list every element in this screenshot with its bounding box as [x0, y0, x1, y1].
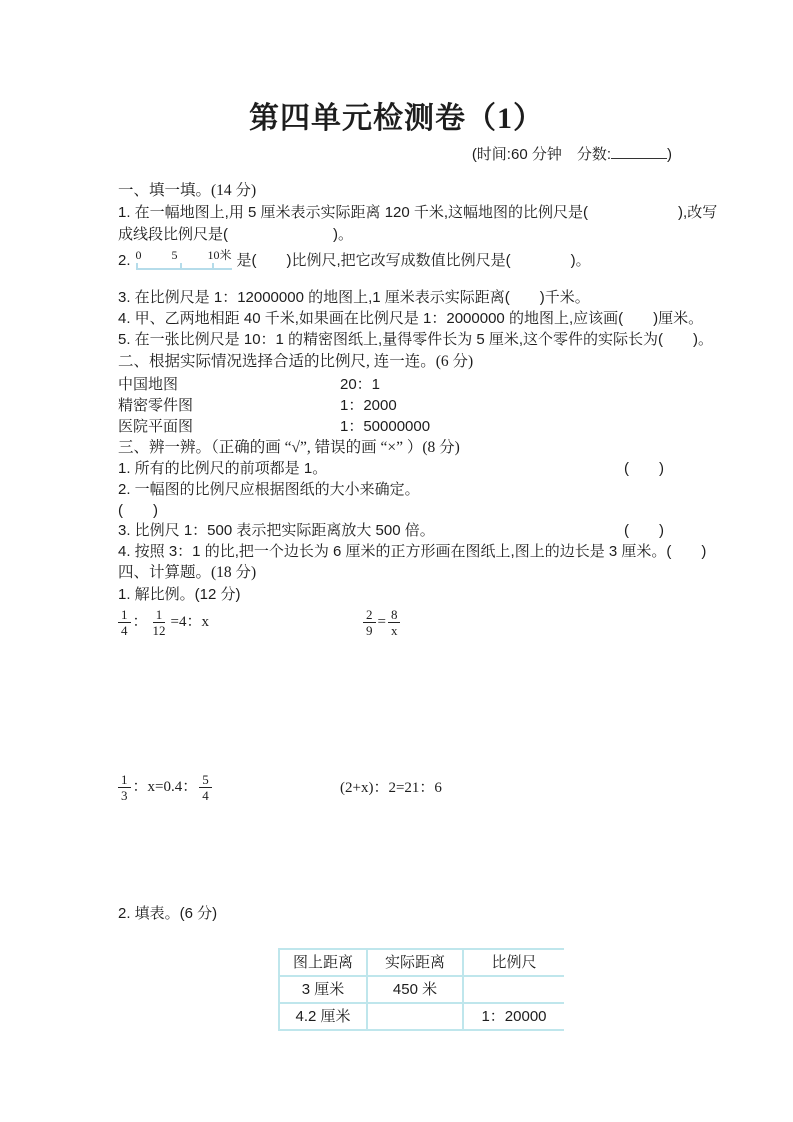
scale-bar-label-5: 5: [171, 248, 178, 262]
equation-3-middle: ：x=0.4：: [132, 779, 198, 795]
section-3-heading: 三、辨一辨。（正确的画 “√”, 错误的画 “×” ）(8 分): [118, 439, 460, 456]
exam-meta-prefix: (时间:60 分钟 分数:: [471, 146, 611, 163]
table-cell-empty: [367, 1003, 463, 1030]
judge-4: [118, 541, 707, 562]
question-5: 5. 在一张比例尺是 10：1 的精密图纸上,量得零件长为 5 厘米,这个零件的实际长为( )。: [118, 331, 714, 348]
judge-3-text: 3. 比例尺 1：500 表示把实际距离放大 500 倍。: [118, 522, 435, 539]
equation-2: [363, 607, 400, 638]
scale-bar: [136, 249, 232, 270]
match-scale-1: 20：1: [340, 376, 381, 393]
exam-meta: [472, 144, 672, 165]
question-4: 4. 甲、乙两地相距 40 千米,如果画在比例尺是 1：2000000 的地图上,应该画( )厘米。: [118, 310, 704, 327]
equals-sign: =: [377, 614, 386, 630]
judge-1-answer-blank: ( ): [624, 460, 664, 477]
fraction: $\frac{1}{3}$: [118, 772, 131, 803]
question-2: [118, 249, 591, 271]
scale-bar-line: [136, 262, 232, 270]
equation-1-tail: =4：x: [170, 614, 209, 630]
question-1-line-1: 1. 在一幅地图上,用 5 厘米表示实际距离 120 千米,这幅地图的比例尺是( ),改写: [118, 204, 718, 221]
match-pair-2: [118, 395, 397, 416]
match-scale-2: 1：2000: [340, 397, 397, 414]
question-3: 3. 在比例尺是 1：12000000 的地图上,1 厘米表示实际距离( )千米。: [118, 289, 590, 306]
judge-2-text: 2. 一幅图的比例尺应根据图纸的大小来确定。: [118, 481, 420, 498]
fill-table-subheading: 2. 填表。(6 分): [118, 905, 218, 922]
match-item-china-map: 中国地图: [118, 376, 179, 393]
table-cell-empty: [463, 976, 564, 1003]
table-cell: 450 米: [367, 976, 463, 1003]
scale-bar-label-10: 10米: [207, 248, 232, 262]
section-4-heading: 四、计算题。(18 分): [118, 564, 257, 581]
table-cell: 1：20000: [463, 1003, 564, 1030]
exam-meta-suffix: ): [667, 146, 672, 163]
scale-bar-label-0: 0: [135, 248, 142, 262]
score-blank-line: [611, 144, 667, 159]
section-1-heading: 一、填一填。(14 分): [118, 182, 257, 199]
table-header-scale: 比例尺: [463, 949, 564, 976]
match-pair-1: [118, 374, 380, 395]
equation-4: (2+x)：2=21：6: [340, 780, 442, 796]
table-header-row: [279, 949, 564, 976]
question-2-text: 是( )比例尺,把它改写成数值比例尺是( )。: [236, 252, 591, 269]
fill-table: [278, 948, 564, 1031]
equation-1: [118, 607, 209, 638]
match-item-precision-part: 精密零件图: [118, 397, 194, 414]
solve-proportions-subheading: 1. 解比例。(12 分): [118, 586, 241, 603]
equation-3: [118, 772, 212, 803]
fraction: $\frac{1}{12}$: [152, 607, 166, 638]
judge-1-text: 1. 所有的比例尺的前项都是 1。: [118, 460, 328, 477]
judge-3-answer-blank: ( ): [624, 522, 664, 539]
table-header-actual-distance: 实际距离: [367, 949, 463, 976]
ratio-colon: ：: [132, 614, 148, 630]
table-cell: 3 厘米: [279, 976, 367, 1003]
fraction: $\frac{1}{4}$: [118, 607, 131, 638]
match-pair-3: [118, 416, 430, 437]
question-1-line-2: 成线段比例尺是( )。: [118, 226, 353, 243]
scale-bar-labels: [136, 249, 232, 262]
fraction: $\frac{5}{4}$: [199, 772, 212, 803]
judge-4-answer-blank: ( ): [666, 543, 707, 560]
section-2-heading: 二、根据实际情况选择合适的比例尺, 连一连。(6 分): [118, 353, 474, 370]
judge-3: [118, 520, 678, 541]
match-scale-3: 1：50000000: [340, 418, 431, 435]
judge-1: [118, 458, 678, 479]
table-cell: 4.2 厘米: [279, 1003, 367, 1030]
judge-2-answer-blank: ( ): [118, 502, 158, 519]
fraction: $\frac{8}{x}$: [388, 607, 401, 638]
table-row: [279, 976, 564, 1003]
fraction: $\frac{2}{9}$: [363, 607, 376, 638]
table-header-map-distance: 图上距离: [279, 949, 367, 976]
judge-4-text: 4. 按照 3：1 的比,把一个边长为 6 厘米的正方形画在图纸上,图上的边长是 3 厘米。: [118, 543, 667, 560]
table-row: [279, 1003, 564, 1030]
match-item-hospital-plan: 医院平面图: [118, 418, 194, 435]
question-2-number: 2.: [118, 252, 131, 269]
page-title: 第四单元检测卷（1）: [249, 102, 544, 135]
